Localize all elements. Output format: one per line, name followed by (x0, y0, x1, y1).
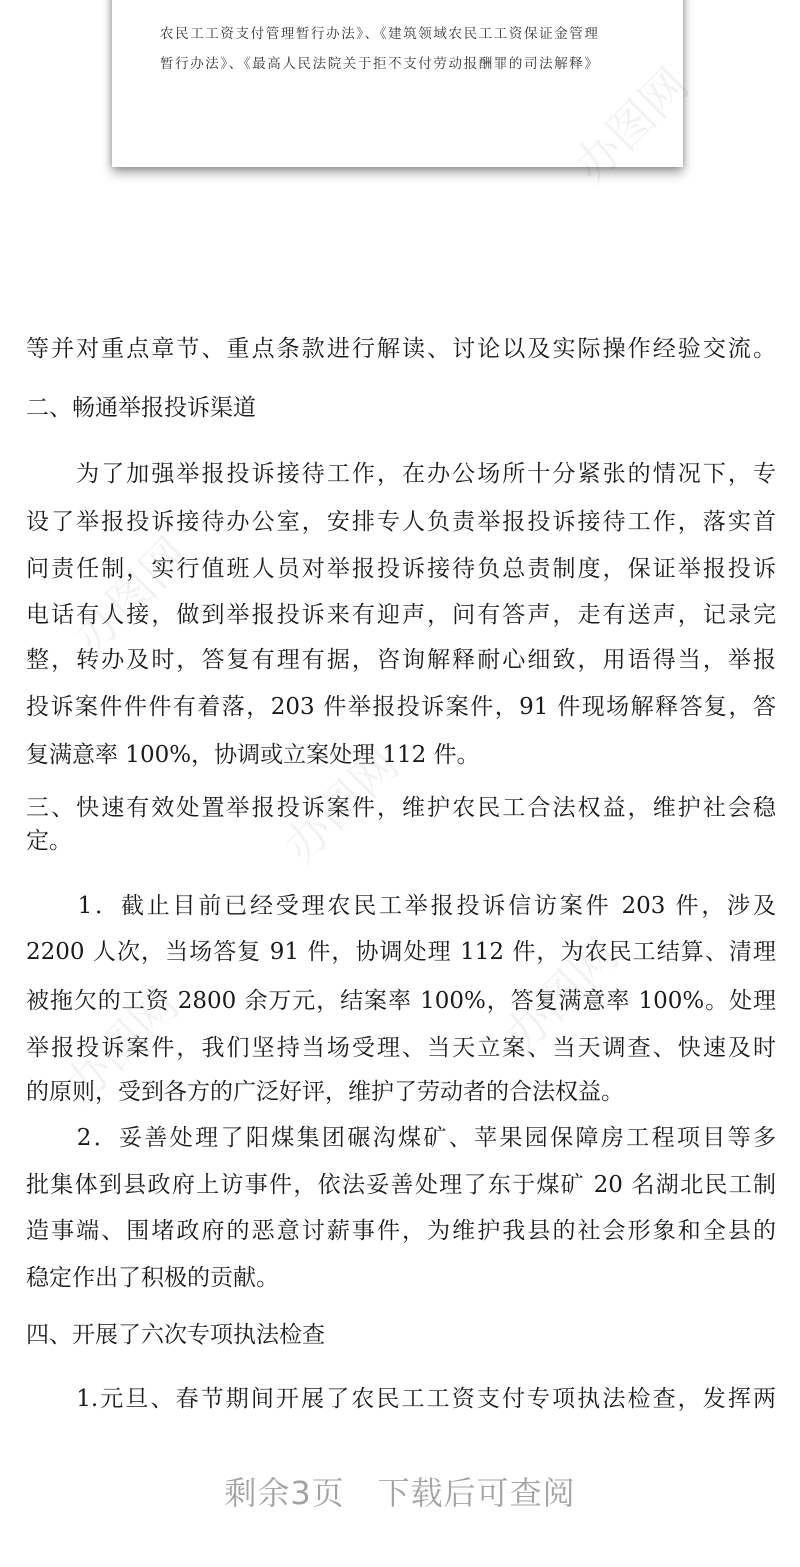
text-line: 为了加强举报投诉接待工作，在办公场所十分紧张的情况下，专 (26, 461, 776, 487)
text-line: 1.元旦、春节期间开展了农民工工资支付专项执法检查，发挥两 (26, 1386, 776, 1412)
card-line: 暂行办法》、《最高人民法院关于拒不支付劳动报酬罪的司法解释》 (160, 56, 600, 72)
text-line: 1．截止目前已经受理农民工举报投诉信访案件 203 件，涉及 (26, 893, 776, 919)
watermark-icon: 办图网 (53, 977, 190, 1114)
text-line: 2200 人次，当场答复 91 件，协调处理 112 件，为农民工结算、清理 (26, 939, 776, 965)
watermark-icon: 办图网 (63, 527, 200, 664)
text-line: 复满意率 100%，协调或立案处理 112 件。 (26, 742, 480, 768)
text-line: 批集体到县政府上访事件，依法妥善处理了东于煤矿 20 名湖北民工制 (26, 1172, 776, 1198)
text-line: 造事端、围堵政府的恶意讨薪事件，为维护我县的社会形象和全县的 (26, 1218, 776, 1244)
text-line: 等并对重点章节、重点条款进行解读、讨论以及实际操作经验交流。 (26, 336, 776, 362)
card-line: 农民工工资支付管理暂行办法》、《建筑领域农民工工资保证金管理 (160, 26, 600, 42)
text-line: 的原则，受到各方的广泛好评，维护了劳动者的合法权益。 (26, 1079, 624, 1105)
watermark-icon: 办图网 (273, 737, 410, 874)
text-line: 被拖欠的工资 2800 余万元，结案率 100%，答复满意率 100%。处理 (26, 988, 776, 1014)
section-heading: 定。 (26, 828, 72, 854)
watermark-icon: 办图网 (493, 927, 630, 1064)
section-heading: 二、畅通举报投诉渠道 (26, 395, 256, 421)
text-line: 整，转办及时，答复有理有据，咨询解释耐心细致，用语得当，举报 (26, 647, 776, 673)
text-line: 电话有人接，做到举报投诉来有迎声，问有答声，走有送声，记录完 (26, 602, 776, 628)
text-line: 设了举报投诉接待办公室，安排专人负责举报投诉接待工作，落实首 (26, 509, 776, 535)
section-heading: 四、开展了六次专项执法检查 (26, 1322, 325, 1348)
previous-page-card (112, 0, 683, 167)
text-line: 2．妥善处理了阳煤集团碾沟煤矿、苹果园保障房工程项目等多 (26, 1125, 776, 1151)
text-line: 举报投诉案件，我们坚持当场受理、当天立案、当天调查、快速及时 (26, 1035, 776, 1061)
text-line: 投诉案件件件有着落，203 件举报投诉案件，91 件现场解释答复，答 (26, 694, 776, 720)
text-line: 问责任制，实行值班人员对举报投诉接待负总责制度，保证举报投诉 (26, 556, 776, 582)
section-heading: 三、快速有效处置举报投诉案件，维护农民工合法权益，维护社会稳 (26, 795, 776, 821)
remaining-pages-download-link[interactable]: 剩余3页 下载后可查阅 (224, 1474, 576, 1512)
text-line: 稳定作出了积极的贡献。 (26, 1265, 279, 1291)
